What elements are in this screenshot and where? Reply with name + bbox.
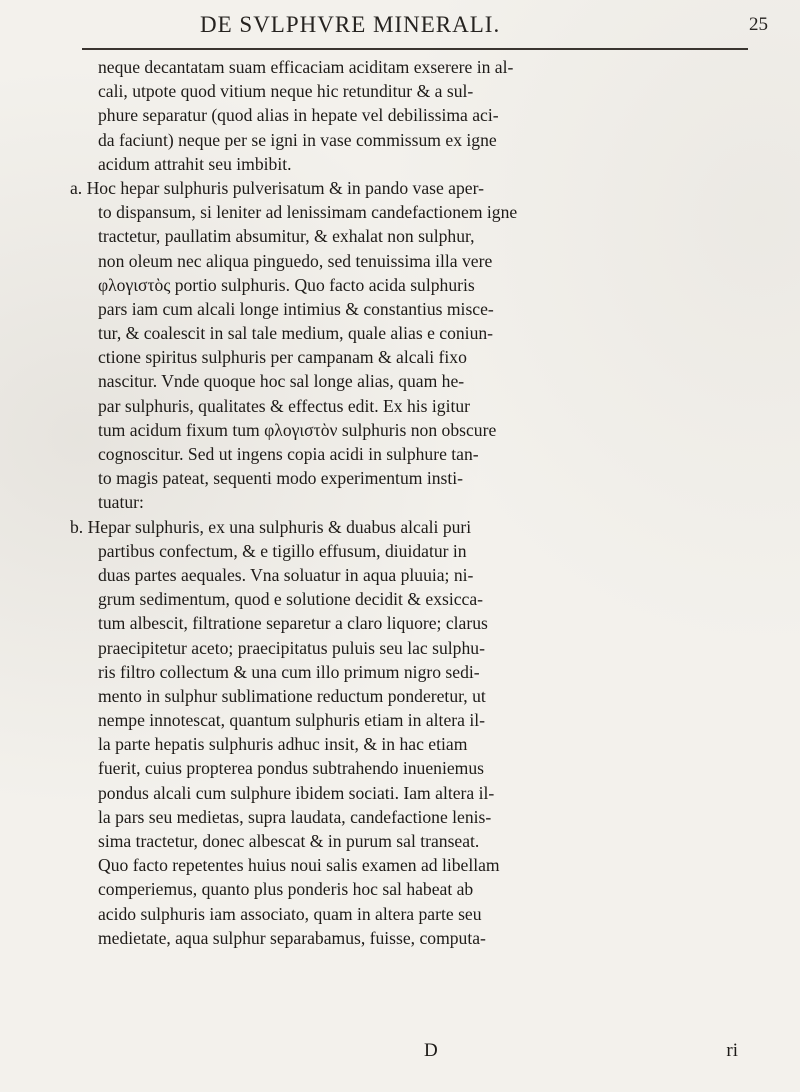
text-line: comperiemus, quanto plus ponderis hoc sal habeat ab <box>98 879 474 900</box>
text-line: fuerit, cuius propterea pondus subtrahendo inueniemus <box>98 758 484 779</box>
text-line: Quo facto repetentes huius noui salis examen ad libellam <box>98 855 500 876</box>
page-footer <box>0 1040 800 1070</box>
page-header <box>82 10 768 44</box>
text-line: nascitur. Vnde quoque hoc sal longe alias, quam he- <box>98 371 465 392</box>
text-line: acido sulphuris iam associato, quam in altera parte seu <box>98 903 482 924</box>
text-line: praecipitetur aceto; praecipitatus puluis seu lac sulphu- <box>98 637 485 658</box>
text-line: medietate, aqua sulphur separabamus, fuisse, computa- <box>98 927 486 948</box>
text-line: la pars seu medietas, supra laudata, candefactione lenis- <box>98 806 492 827</box>
text-line: partibus confectum, & e tigillo effusum, diuidatur in <box>98 540 467 561</box>
text-line: pars iam cum alcali longe intimius & constantius misce- <box>98 298 494 319</box>
text-line: φλογιστὸς portio sulphuris. Quo facto acida sulphuris <box>98 274 475 295</box>
text-line: tractetur, paullatim absumitur, & exhalat non sulphur, <box>98 226 475 247</box>
catchword: ri <box>726 1040 738 1061</box>
text-line: tum albescit, filtratione separetur a claro liquore; clarus <box>98 613 488 634</box>
text-line: neque decantatam suam efficaciam aciditam exserere in al- <box>98 57 514 77</box>
text-line: a. Hoc hepar sulphuris pulverisatum & in pando vase aper- <box>70 177 484 198</box>
paragraph-p3 <box>70 515 738 950</box>
text-line: ris filtro collectum & una cum illo primum nigro sedi- <box>98 661 480 682</box>
paragraph-p2 <box>70 176 738 515</box>
body-text <box>70 55 738 950</box>
page-number: 25 <box>749 14 768 35</box>
text-line: cognoscitur. Sed ut ingens copia acidi in sulphure tan- <box>98 444 479 464</box>
text-line: duas partes aequales. Vna soluatur in aqua pluuia; ni- <box>98 564 474 585</box>
text-line: grum sedimentum, quod e solutione decidit & exsicca- <box>98 589 484 610</box>
text-line: da faciunt) neque per se igni in vase commissum ex igne <box>98 129 497 150</box>
text-line: b. Hepar sulphuris, ex una sulphuris & duabus alcali puri <box>70 516 472 537</box>
running-title: DE SVLPHVRE MINERALI. <box>200 12 501 37</box>
text-line: sima tractetur, donec albescat & in purum sal transeat. <box>98 831 480 851</box>
text-line: to dispansum, si leniter ad lenissimam candefactionem igne <box>98 202 518 223</box>
text-line: cali, utpote quod vitium neque hic retunditur & a sul- <box>98 81 474 102</box>
text-line: nempe innotescat, quantum sulphuris etiam in altera il- <box>98 710 485 731</box>
signature-mark: D <box>424 1040 438 1061</box>
text-line: phure separatur (quod alias in hepate vel debilissima aci- <box>98 105 499 126</box>
text-line: tur, & coalescit in sal tale medium, quale alias e coniun- <box>98 323 494 344</box>
text-line: la parte hepatis sulphuris adhuc insit, & in hac etiam <box>98 734 468 755</box>
paragraph-p1 <box>98 55 738 176</box>
text-line: tum acidum fixum tum φλογιστὸν sulphuris non obscure <box>98 419 497 440</box>
text-line: ctione spiritus sulphuris per campanam & alcali fixo <box>98 347 467 368</box>
text-line: tuatur: <box>98 492 144 513</box>
text-line: acidum attrahit seu imbibit. <box>98 153 292 174</box>
text-line: non oleum nec aliqua pinguedo, sed tenuissima illa vere <box>98 250 493 271</box>
text-line: par sulphuris, qualitates & effectus edit. Ex his igitur <box>98 395 471 416</box>
header-rule <box>82 48 748 50</box>
text-line: mento in sulphur sublimatione reductum ponderetur, ut <box>98 685 486 706</box>
text-line: to magis pateat, sequenti modo experimentum insti- <box>98 468 463 489</box>
text-line: pondus alcali cum sulphure ibidem sociati. Iam altera il- <box>98 782 495 803</box>
